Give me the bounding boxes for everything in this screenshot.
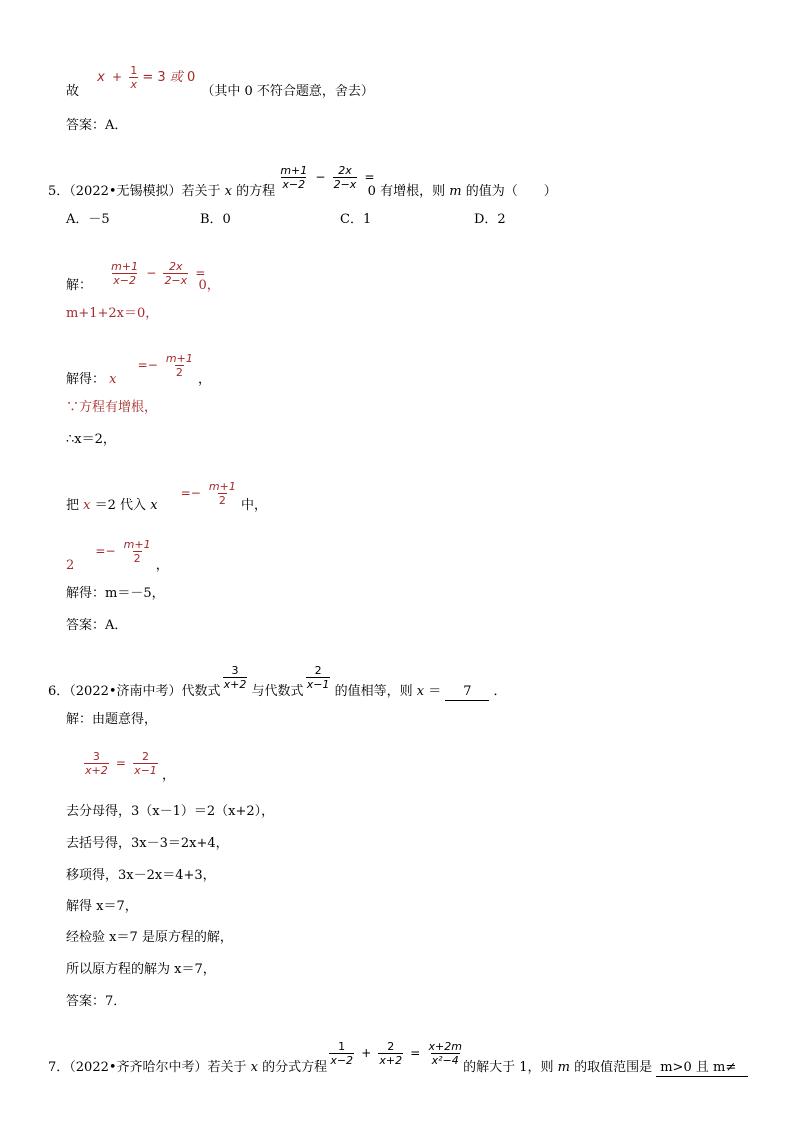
q5-suffix2: 的值为（ ） [465,184,557,199]
sol-mid: ＝2 代入 [94,498,147,513]
question-7 [48,1040,748,1081]
fraction [163,260,188,287]
denominator: x−2 [282,178,306,191]
q6-sol-step7: 经检验 x＝7 是原方程的解， [66,930,233,945]
q5-sol-step1 [66,260,220,299]
q5-answer: 答案：A． [66,618,128,633]
fraction [208,480,237,507]
denominator: 2 [133,552,141,565]
numerator: 2 [314,664,322,677]
numerator: 3 [231,664,239,677]
q7-fraction-2 [378,1040,403,1067]
q6-fraction-1 [223,664,248,691]
numerator: m+1 [123,538,151,551]
denominator: x−1 [134,764,157,777]
denominator: x−1 [306,678,330,691]
denominator: x−2 [330,1054,354,1067]
q5-prefix: 5．（2022•无锡模拟）若关于 [48,184,221,199]
sol-lead: 把 [66,498,80,513]
q5-var-m: m [449,184,462,199]
sol-end: 中， [241,498,268,513]
equals-sign: = [115,756,126,770]
q6-suffix: 的值相等，则 [334,684,413,699]
q5-option-c: C．1 [340,212,372,227]
q6-sol-step5: 移项得，3x－2x＝4+3， [66,868,216,883]
denominator: 2 [218,494,226,507]
q7-var-m: m [557,1060,570,1075]
numerator: m+1 [280,164,308,177]
q7-var-x: x [250,1060,259,1075]
numerator: 2 [141,750,149,763]
q7-suffix: 的解大于 1，则 [463,1060,554,1075]
var-x: x [97,70,105,85]
question-6 [48,664,507,705]
zero-value: 0 [186,70,196,85]
fraction-1-over-x [129,64,138,91]
denominator: 2 [175,366,183,379]
q6-mid: 与代数式 [251,684,304,699]
numerator: x+2m [428,1040,462,1053]
fraction [165,352,194,379]
q5-sol-step3 [66,352,211,393]
sol-lead: 解： [66,278,93,293]
denominator: x²−4 [431,1054,459,1067]
denominator: 2−x [164,274,188,287]
equals-sign: = [364,170,375,184]
numerator: m+1 [208,480,236,493]
numerator: 1 [338,1040,346,1053]
equals-sign: = [410,1046,421,1060]
q6-answer: 答案：7． [66,994,127,1009]
question-5 [48,164,557,205]
or-word: 或 [169,70,183,85]
fraction [110,260,139,287]
q7-fraction-1 [329,1040,354,1067]
q6-var-x: x [416,684,425,699]
line-conclusion [66,64,374,105]
sol-end: ， [161,768,175,783]
q5-sol-step6 [66,480,268,519]
equals-negative: =− [180,486,201,500]
q7-prefix: 7．（2022•齐齐哈尔中考）若关于 [48,1060,247,1075]
fraction-denominator: x [130,78,137,91]
q7-fraction-3 [427,1040,462,1067]
q5-var-x: x [224,184,233,199]
q5-zero: 0 [367,184,376,199]
note-text: （其中 0 不符合题意，舍去） [201,84,374,99]
q5-fraction-2 [333,164,358,191]
sol-end: ， [197,372,211,387]
fraction [123,538,152,565]
q6-eq: ＝ [428,684,442,699]
sol-end: 0， [198,278,220,293]
q5-option-b: B．0 [200,212,231,227]
q5-sol-step7 [66,538,169,579]
denominator: x+2 [223,678,247,691]
fraction [133,750,158,777]
sol-end: ， [155,558,169,573]
var-x: x [150,498,158,513]
text-lead: 故 [66,84,80,99]
q5-sol-step4: ∵方程有增根， [66,400,158,415]
answer-line: 答案：A． [66,118,128,133]
plus-sign: + [112,70,123,84]
equals-three: = 3 [142,70,166,85]
numerator: m+1 [165,352,193,365]
q5-sol-step2: m+1+2x＝0， [66,306,159,321]
numerator: 3 [92,750,100,763]
numerator: m+1 [111,260,139,273]
fraction [84,750,109,777]
denominator: x+2 [85,764,108,777]
q5-mid: 的方程 [236,184,276,199]
q6-sol-step3: 去分母得，3（x－1）＝2（x+2）， [66,804,275,819]
q6-sol-step6: 解得 x＝7， [66,899,138,914]
equals-negative: =− [137,358,158,372]
q5-option-d: D．2 [474,212,506,227]
var-x: x [109,372,117,387]
value-two: 2 [66,558,75,573]
q6-sol-step2 [66,750,175,789]
q6-sol-step4: 去括号得，3x－3＝2x+4， [66,836,229,851]
denominator: 2−x [333,178,357,191]
equals-negative: =− [95,544,116,558]
q6-sol-step8: 所以原方程的解为 x＝7， [66,962,216,977]
q5-suffix: 有增根，则 [380,184,446,199]
q6-prefix: 6．（2022•济南中考）代数式 [48,684,221,699]
numerator: 2x [169,260,183,273]
q5-sol-step8: 解得：m＝－5， [66,586,165,601]
q6-answer-blank: 7 [445,684,489,701]
minus-sign: − [315,170,326,184]
q5-sol-step5: ∴x＝2， [66,432,116,447]
sol-lead: 解得： [66,372,106,387]
q6-sol-step1: 解：由题意得， [66,712,158,727]
q6-fraction-2 [306,664,331,691]
equals-sign: = [195,266,206,280]
plus-sign: + [361,1046,372,1060]
q6-end: ． [493,684,507,699]
denominator: x−2 [113,274,136,287]
minus-sign: − [146,266,157,280]
numerator: 2 [387,1040,395,1053]
numerator: 2x [338,164,352,177]
denominator: x+2 [379,1054,403,1067]
q5-fraction-1 [279,164,308,191]
q7-mid: 的分式方程 [262,1060,328,1075]
q5-option-a: A．－5 [66,212,110,227]
q7-answer-blank: m>0 且 m≠ [656,1060,748,1077]
var-x: x [83,498,91,513]
fraction-numerator: 1 [130,64,138,77]
q7-suffix2: 的取值范围是 [574,1060,653,1075]
